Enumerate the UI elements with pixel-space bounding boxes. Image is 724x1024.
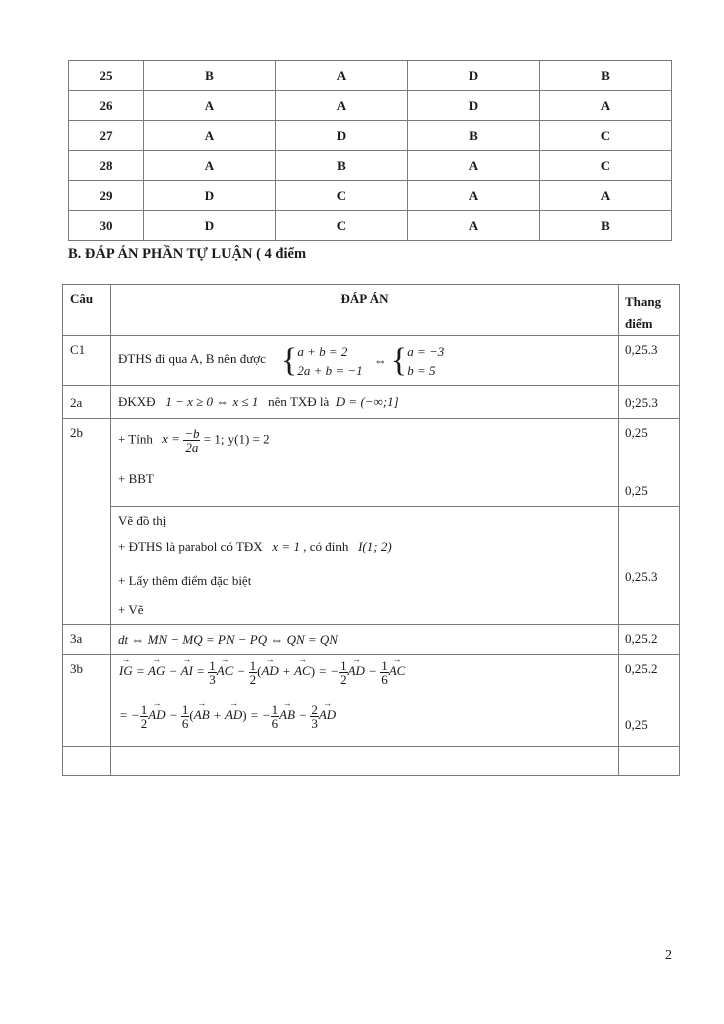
c1-eq1: a + b = 2 — [297, 344, 348, 359]
answer-cell — [111, 386, 619, 419]
page-number: 2 — [665, 948, 672, 963]
score: 0,25 — [625, 483, 648, 498]
row-3b — [63, 655, 680, 747]
c1-res2: b = 5 — [407, 363, 436, 378]
section-title: B. ĐÁP ÁN PHẦN TỰ LUẬN ( 4 điểm — [68, 246, 307, 262]
answer-key-row — [69, 211, 672, 241]
row-2a — [63, 386, 680, 419]
header-row — [63, 285, 680, 336]
row-label: 3a — [63, 625, 111, 655]
question-number: 29 — [69, 181, 144, 211]
score: 0;25.3 — [619, 386, 680, 419]
r2a-math1: 1 − x ≥ 0 ⇔ x ≤ 1 — [165, 394, 259, 409]
row-label: 3b — [63, 655, 111, 747]
row-label: C1 — [63, 336, 111, 386]
score-cell — [619, 419, 680, 507]
header-dap-an: ĐÁP ÁN — [111, 285, 619, 336]
answer-cell: B — [540, 211, 672, 241]
question-number: 30 — [69, 211, 144, 241]
header-thang-2: điểm — [625, 316, 653, 331]
score: 0,25.2 — [619, 625, 680, 655]
r2b-line5: + Lấy thêm điểm đặc biệt — [118, 573, 252, 588]
answer-cell — [111, 655, 619, 747]
answer-cell — [111, 419, 619, 507]
question-number: 27 — [69, 121, 144, 151]
answer-cell: D — [144, 181, 276, 211]
empty-cell — [619, 747, 680, 776]
c1-res1: a = −3 — [407, 344, 445, 359]
score: 0,25 — [625, 717, 648, 732]
r2a-text2: nên TXĐ là — [268, 394, 330, 409]
answer-cell: B — [144, 61, 276, 91]
question-number: 26 — [69, 91, 144, 121]
r2b-suffix: = 1; y(1) = 2 — [203, 431, 270, 447]
score: 0,25 — [625, 425, 648, 440]
answer-cell: A — [144, 151, 276, 181]
row-3a — [63, 625, 680, 655]
answer-cell: A — [408, 151, 540, 181]
answer-cell: A — [276, 91, 408, 121]
c1-eq2: 2a + b = −1 — [297, 363, 363, 378]
r2a-text1: ĐKXĐ — [118, 394, 156, 409]
score: 0,25.3 — [625, 569, 658, 584]
r3a-math: dt ⇔ MN − MQ = PN − PQ ⇔ QN = QN — [118, 632, 338, 647]
answer-cell: A — [144, 91, 276, 121]
r2b-line4 — [118, 539, 392, 555]
answer-cell: B — [540, 61, 672, 91]
score: 0,25.2 — [625, 661, 658, 676]
answer-cell: C — [540, 121, 672, 151]
r2b-line4-text: + ĐTHS là parabol có TĐX — [118, 539, 263, 554]
question-number: 28 — [69, 151, 144, 181]
answer-cell — [111, 336, 619, 386]
answer-cell: A — [408, 181, 540, 211]
answer-key-row — [69, 121, 672, 151]
row-label: 2b — [63, 419, 111, 625]
score: 0,25.3 — [619, 336, 680, 386]
score-cell — [619, 655, 680, 747]
r2b-axis: x = 1 — [272, 539, 300, 554]
header-cau: Câu — [63, 285, 111, 336]
empty-cell — [63, 747, 111, 776]
r2b-line4-text2: , có đỉnh — [303, 539, 349, 554]
answer-cell: A — [540, 181, 672, 211]
r2b-prefix: + Tính — [118, 431, 153, 447]
row-label: 2a — [63, 386, 111, 419]
row-2b-part1 — [63, 419, 680, 507]
answer-key-row — [69, 61, 672, 91]
answer-cell: A — [408, 211, 540, 241]
answer-cell: B — [408, 121, 540, 151]
header-thang-1: Thang — [625, 294, 662, 309]
r2a-line — [118, 394, 399, 410]
answer-cell: A — [276, 61, 408, 91]
answer-key-row — [69, 151, 672, 181]
answer-cell: A — [144, 121, 276, 151]
r2b-vertex: I(1; 2) — [358, 539, 392, 554]
answer-cell: D — [276, 121, 408, 151]
answer-cell — [111, 507, 619, 625]
answer-key-row — [69, 91, 672, 121]
row-c1 — [63, 336, 680, 386]
answer-cell: D — [144, 211, 276, 241]
r3b-line1: IG → = AG → − AI → = $\frac{1}{3}$ AC → − $\frac{1}{2}$ (AD → + AC →) = − $\frac{1}{2}$ AD → − $\frac{1}{6}$ AC → — [119, 659, 405, 686]
multiple-choice-answer-table — [68, 60, 672, 241]
answer-cell: D — [408, 91, 540, 121]
r2b-line6: + Vẽ — [118, 602, 144, 617]
r2b-line3: Vẽ đồ thị — [118, 513, 167, 528]
empty-cell — [111, 747, 619, 776]
essay-answer-table — [62, 284, 680, 776]
header-thang-diem — [619, 285, 680, 336]
row-2b-part2 — [63, 507, 680, 625]
score-cell — [619, 507, 680, 625]
r2a-math2: D = (−∞;1] — [335, 394, 399, 409]
answer-key-row — [69, 181, 672, 211]
answer-cell: C — [540, 151, 672, 181]
answer-cell: B — [276, 151, 408, 181]
c1-system: {a + b = 2 2a + b = −1 ⇔ {a = −3 b = 5 — [281, 342, 445, 379]
answer-cell: D — [408, 61, 540, 91]
answer-cell: C — [276, 211, 408, 241]
r3b-line2: = − $\frac{1}{2}$ AD → − $\frac{1}{6}$ (AB → + AD →) = − $\frac{1}{6}$ AB → − $\frac{2}{3}$ AD → — [119, 703, 336, 730]
answer-cell — [111, 625, 619, 655]
question-number: 25 — [69, 61, 144, 91]
fraction-b-2a: $\frac{-b}{2a}$ — [184, 426, 200, 455]
answer-cell: A — [540, 91, 672, 121]
r2b-line2: + BBT — [118, 471, 154, 486]
empty-row — [63, 747, 680, 776]
r2b-line1: + Tính x = $\frac{-b}{2a}$ = 1; y(1) = 2 — [118, 426, 270, 455]
c1-text: ĐTHS đi qua A, B nên được — [118, 351, 266, 366]
answer-cell: C — [276, 181, 408, 211]
